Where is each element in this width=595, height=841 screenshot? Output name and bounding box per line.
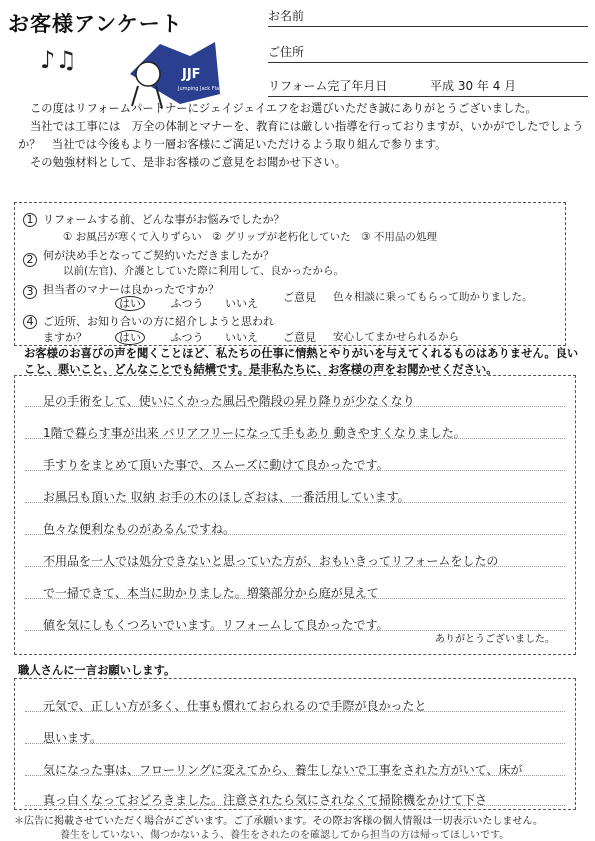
praise-line: 手すりをまとめて頂いた事で、スムーズに動けて良かったです。 [43, 458, 389, 472]
name-field[interactable] [268, 8, 588, 27]
option-no[interactable]: いいえ [225, 297, 258, 310]
question-number: 3 [23, 285, 37, 299]
option-no[interactable]: いいえ [225, 331, 258, 344]
question-3: 担当者のマナーは良かったですか？ [43, 283, 219, 296]
intro-line: この度はリフォームパートナーにジェイジェイエフをお選びいただき誠にありがとうございました。 [30, 102, 537, 115]
questions-box [14, 202, 566, 346]
artisan-heading: 職人さんに一言お願いします。 [18, 664, 176, 677]
praise-line: 値を気にしもくつろいでいます。リフォームして良かったです。 [43, 618, 389, 632]
music-notes-icon: ♪♫ [40, 46, 77, 74]
question-number: 1 [23, 213, 37, 227]
question-1: リフォームする前、どんな事がお悩みでしたか？ [43, 213, 285, 226]
praise-box[interactable] [14, 375, 576, 655]
intro-text [18, 100, 586, 172]
opinion-label: ご意見 [283, 291, 316, 304]
question-2: 何が決め手となってご契約いただきましたか？ [43, 249, 274, 262]
praise-line: 色々な便利なものがあるんですね。 [43, 522, 236, 536]
option-yes-selected[interactable]: はい [115, 330, 145, 345]
reform-date-label: リフォーム完了年月日 [268, 79, 388, 93]
answer-2: 以前(左官)、介護としていた際に利用して、良かったから。 [63, 265, 344, 277]
intro-line: 当社では工事には 万全の体制とマナーを、教育には厳しい指導を行っておりますが、いかがでしたでしょうか？ 当社では今後もより一層お客様にご満足いただけるよう取り組んで参ります。 [18, 120, 584, 151]
artisan-line: 思います。 [43, 731, 103, 745]
reform-date-field[interactable] [268, 78, 588, 97]
intro-line: その勉強材料として、是非お客様のご意見をお聞かせ下さい。 [30, 156, 347, 169]
option-normal[interactable]: ふつう [170, 297, 204, 310]
praise-line: で一掃できて、本当に助かりました。増築部分から庭が見えて [43, 586, 379, 600]
artisan-line: 気になった事は、フローリングに変えてから、養生しないで工事をされた方がいて、床が [43, 763, 523, 777]
opinion-4: 安心してまかせられるから [333, 331, 459, 343]
question-number: 2 [23, 253, 37, 267]
praise-line: 不用品を一人では処分できないと思っていた方が、おもいきってリフォームをしたの [43, 554, 499, 568]
praise-line: 足の手術をして、使いにくかった風呂や階段の昇り降りが少なくなり [43, 394, 415, 408]
address-field[interactable] [268, 44, 588, 63]
name-label: お名前 [268, 9, 305, 23]
artisan-line: 元気で、正しい方が多く、仕事も慣れておられるので手際が良かったと [43, 699, 427, 713]
answer-3-options [115, 295, 258, 311]
reform-date-value: 平成 30 年 4 月 [430, 79, 517, 93]
footer-note: ＊広告に掲載させていただく場合がございます。ご了承願います。その際お客様の個人情報は一切表示いたしません。 [14, 816, 543, 827]
answer-1: ① お風呂が寒くて入りずらい ② グリップが老朽化していた ③ 不用品の処理 [63, 231, 437, 243]
praise-heading: お客様のお喜びの声を聞くことほど、私たちの仕事に情熱とやりがいを与えてくれるものはありません。良いこと、悪いこと、どんなことでも結構です。是非私たちに、お客様の声をお聞かせください。 [24, 347, 579, 376]
option-yes-selected[interactable]: はい [115, 296, 145, 311]
footer-handwriting: 養生をしていない、傷つかないよう、養生をされたのを確認してから担当の方は帰ってほしいです。 [60, 830, 510, 841]
question-4: ご近所、お知り合いの方に紹介しようと思われますか？ [43, 315, 274, 344]
answer-4-options [115, 329, 258, 345]
page-title: お客様アンケート [8, 12, 183, 36]
logo-subtext: Jumping Jack Flash [178, 86, 225, 92]
opinion-3: 色々相談に乗ってもらって助かりました。 [333, 291, 533, 303]
artisan-line: 真っ白くなっておどろきました。注意されたら気にされなくて掃除機をかけて下さ [43, 793, 488, 807]
logo-text: JJF [182, 67, 201, 82]
praise-thanks: ありがとうございました。 [435, 634, 555, 645]
praise-line: お風呂も頂いた 収納 お手の木のほしざおは、一番活用しています。 [43, 490, 410, 504]
option-normal[interactable]: ふつう [170, 331, 204, 344]
question-number: 4 [23, 315, 37, 329]
opinion-label: ご意見 [283, 331, 316, 344]
artisan-box[interactable] [14, 678, 576, 810]
address-label: ご住所 [268, 45, 305, 59]
praise-line: 1階で暮らす事が出来 バリアフリーになって手もあり 動きやすくなりました。 [43, 426, 466, 440]
